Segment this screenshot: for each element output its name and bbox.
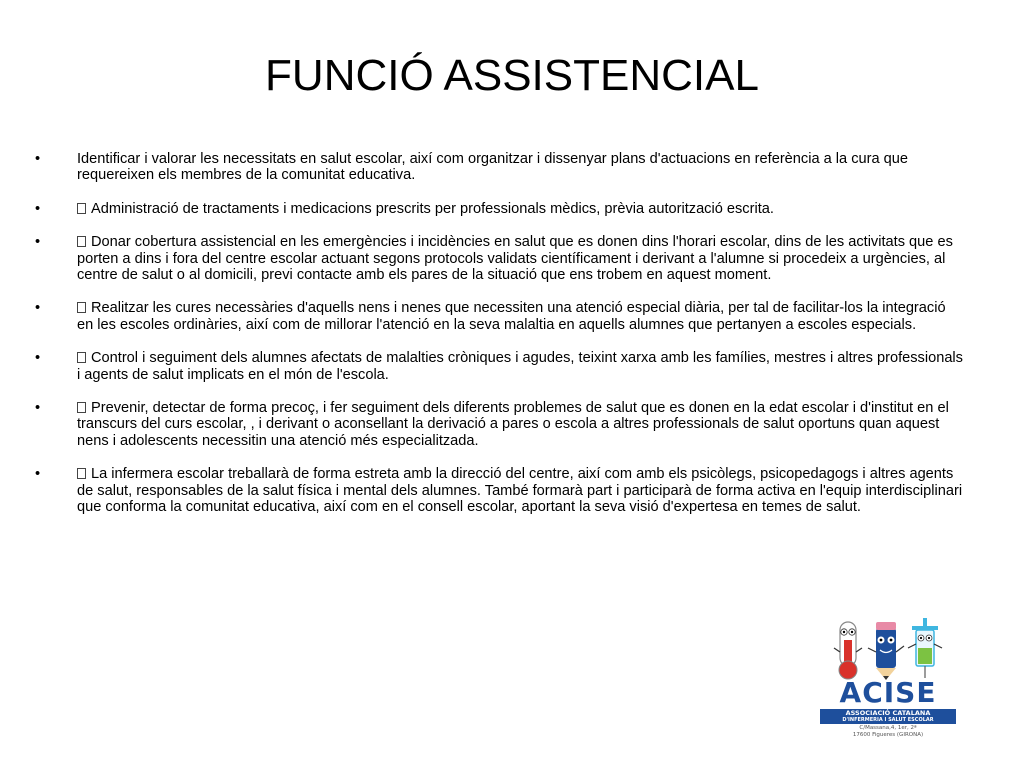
bullet-dot-icon: •	[35, 300, 41, 317]
bullet-item	[35, 400, 965, 449]
bullet-text: Control i seguiment dels alumnes afectats de malalties cròniques i agudes, teixint xarxa amb les famílies, mestres i altres professionals i agents de salut implicats en el món de l'escola.	[77, 350, 963, 383]
bullet-dot-icon: •	[35, 200, 41, 217]
bullet-item	[35, 201, 965, 217]
bullet-text: Administració de tractaments i medicacions prescrits per professionals mèdics, prèvia autorització escrita.	[91, 200, 774, 217]
logo-address	[818, 725, 958, 739]
missing-glyph-box-icon	[77, 352, 86, 363]
missing-glyph-box-icon	[77, 302, 86, 313]
missing-glyph-box-icon	[77, 402, 86, 413]
logo-subtitle-line1: ASSOCIACIÓ CATALANA	[845, 709, 931, 717]
bullet-text: Realitzar les cures necessàries d'aquells nens i nenes que necessiten una atenció especial diària, per tal de facilitar-los la integració en les escoles ordinàries, així com de millorar l'atenció en la seva malaltia en aquells alumnes que pertanyen a escoles especials.	[77, 300, 946, 333]
bullet-dot-icon: •	[35, 400, 41, 417]
bullet-dot-icon: •	[35, 466, 41, 483]
bullet-text: Donar cobertura assistencial en les emergències i incidències en salut que es donen dins l'horari escolar, dins de les activitats que es porten a dins i fora del centre escolar actuant segons protocols validats científicament i derivant a l'alumne si procedeix a urgències, al centre de salut o al domicili, previ contacte amb els pares de la situació que ens trobem en aquest moment.	[77, 234, 953, 284]
bullet-text: La infermera escolar treballarà de forma estreta amb la direcció del centre, així com amb els psicòlegs, psicopedagogs i altres agents de salut, responsables de la salut física i mental dels alumnes. També formarà part i participarà de forma activa en l'equip interdisciplinari que conforma la comunitat educativa, així com en el consell escolar, aportant la seva visió d'expertesa en temes de salut.	[77, 466, 963, 516]
logo-subtitle	[820, 709, 956, 724]
bullet-dot-icon: •	[35, 151, 41, 167]
logo-address-line2: 17600 Figueres (GIRONA)	[852, 732, 924, 738]
missing-glyph-box-icon	[77, 468, 86, 479]
bullet-dot-icon: •	[35, 234, 41, 251]
logo-name: ACISE	[839, 676, 937, 709]
bullet-text: Identificar i valorar les necessitats en salut escolar, així com organitzar i dissenyar plans d'actuacions en referència a la cura que requereixen els membres de la comunitat educativa.	[77, 151, 909, 184]
missing-glyph-box-icon	[77, 236, 86, 247]
bullet-text: Prevenir, detectar de forma precoç, i fer seguiment dels diferents problemes de salut que es donen en la edat escolar i d'institut en el transcurs del curs escolar, , i derivant o aconsellant la derivació a pares o escola a altres professionals de salut oportuns quan aquest nens i adolescents necessitin una atenció més especialitzada.	[77, 400, 949, 449]
bullet-item	[35, 234, 965, 283]
bullet-item	[35, 151, 965, 184]
logo-subtitle-line2: D'INFERMERIA I SALUT ESCOLAR	[842, 717, 934, 723]
logo-address-line1: C/Massana,4, 1er, 2ª	[859, 725, 917, 731]
bullet-item	[35, 466, 965, 515]
acise-logo	[818, 618, 958, 740]
missing-glyph-box-icon	[77, 203, 86, 214]
slide-title: FUNCIÓ ASSISTENCIAL	[265, 51, 759, 100]
logo-mascots-icon	[824, 618, 952, 680]
bullet-item	[35, 350, 965, 383]
bullet-list	[35, 151, 965, 533]
bullet-dot-icon: •	[35, 350, 41, 367]
bullet-item	[35, 300, 965, 333]
